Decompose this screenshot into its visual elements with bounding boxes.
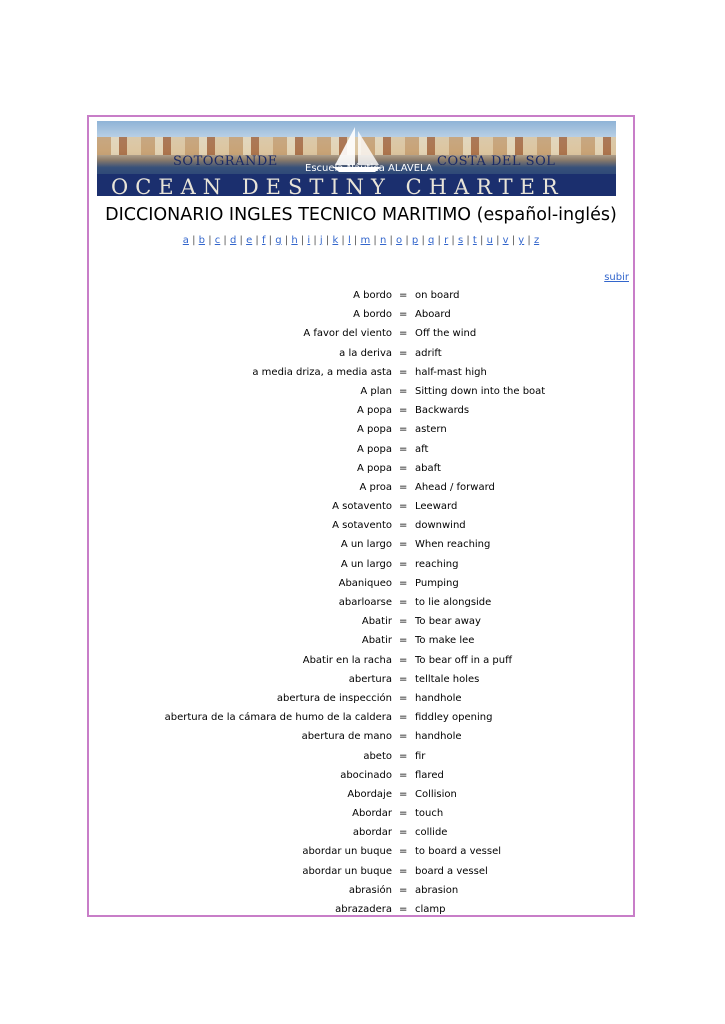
- banner-left-text: SOTOGRANDE: [173, 154, 278, 169]
- english-term: clamp: [415, 904, 446, 915]
- equals-sign: =: [399, 597, 408, 608]
- dictionary-row: [89, 885, 633, 904]
- alphabet-link-i[interactable]: i: [307, 235, 311, 246]
- english-term: fir: [415, 750, 426, 762]
- alphabet-separator: |: [265, 235, 276, 246]
- equals-sign: =: [399, 481, 408, 493]
- spanish-term: A un largo: [340, 539, 392, 551]
- dictionary-row: [89, 827, 633, 846]
- alphabet-link-a[interactable]: a: [182, 235, 189, 246]
- alphabet-separator: |: [252, 235, 262, 246]
- alphabet-separator: |: [476, 235, 487, 246]
- spanish-term: abrazadera: [335, 904, 392, 915]
- equals-sign: =: [399, 673, 408, 685]
- equals-sign: =: [399, 846, 408, 858]
- alphabet-separator: |: [236, 235, 247, 246]
- english-term: Collision: [415, 788, 457, 800]
- english-term: Pumping: [415, 577, 459, 589]
- alphabet-link-j[interactable]: j: [319, 235, 323, 246]
- equals-sign: =: [399, 827, 408, 839]
- equals-sign: =: [399, 539, 408, 551]
- dictionary-row: [89, 405, 633, 424]
- dictionary-row: [89, 655, 633, 674]
- spanish-term: a media driza, a media asta: [252, 366, 392, 378]
- alphabet-index: [89, 235, 633, 246]
- spanish-term: A sotavento: [332, 501, 392, 513]
- alphabet-separator: |: [281, 235, 292, 246]
- spanish-term: abertura de inspección: [276, 692, 392, 704]
- english-term: half-mast high: [415, 366, 487, 378]
- dictionary-row: [89, 386, 633, 405]
- english-term: touch: [415, 808, 444, 820]
- alphabet-separator: |: [524, 235, 534, 246]
- english-term: handhole: [415, 692, 462, 704]
- english-term: Leeward: [415, 501, 458, 513]
- banner-school-text: Escuela Náutica ALAVELA: [305, 163, 433, 174]
- equals-sign: =: [399, 385, 408, 397]
- spanish-term: abeto: [363, 750, 392, 762]
- equals-sign: =: [399, 501, 408, 513]
- alphabet-link-c[interactable]: c: [214, 235, 221, 246]
- english-term: fiddley opening: [415, 712, 493, 724]
- alphabet-link-p[interactable]: p: [411, 235, 419, 246]
- alphabet-link-e[interactable]: e: [246, 235, 253, 246]
- alphabet-separator: |: [434, 235, 445, 246]
- alphabet-separator: |: [297, 235, 308, 246]
- spanish-term: A popa: [357, 462, 392, 474]
- equals-sign: =: [399, 290, 408, 301]
- spanish-term: abocinado: [340, 769, 392, 781]
- banner-brand-text: OCEAN DESTINY CHARTER: [111, 175, 565, 196]
- english-term: Ahead / forward: [415, 481, 495, 493]
- equals-sign: =: [399, 808, 408, 820]
- alphabet-link-v[interactable]: v: [502, 235, 509, 246]
- alphabet-separator: |: [338, 235, 348, 246]
- spanish-term: Abatir en la racha: [302, 654, 392, 666]
- dictionary-row: [89, 290, 633, 309]
- dictionary-row: [89, 520, 633, 539]
- alphabet-link-z[interactable]: z: [533, 235, 540, 246]
- banner-right-text: COSTA DEL SOL: [437, 154, 556, 169]
- english-term: to lie alongside: [415, 597, 492, 608]
- subir-link[interactable]: subir: [604, 272, 629, 283]
- equals-sign: =: [399, 904, 408, 915]
- english-term: telltale holes: [415, 673, 480, 685]
- dictionary-row: [89, 789, 633, 808]
- dictionary-row: [89, 559, 633, 578]
- dictionary-row: [89, 444, 633, 463]
- dictionary-row: [89, 597, 633, 616]
- alphabet-link-h[interactable]: h: [291, 235, 298, 246]
- spanish-term: A popa: [357, 443, 392, 455]
- dictionary-row: [89, 808, 633, 827]
- dictionary-row: [89, 424, 633, 443]
- alphabet-separator: |: [310, 235, 320, 246]
- spanish-term: A proa: [359, 481, 392, 493]
- equals-sign: =: [399, 731, 408, 743]
- spanish-term: abertura de la cámara de humo de la caldera: [164, 712, 392, 724]
- english-term: collide: [415, 827, 448, 839]
- spanish-term: Abatir: [361, 635, 392, 647]
- english-term: Aboard: [415, 309, 451, 321]
- alphabet-separator: |: [322, 235, 333, 246]
- alphabet-separator: |: [402, 235, 412, 246]
- alphabet-separator: |: [463, 235, 473, 246]
- english-term: To make lee: [415, 635, 475, 647]
- equals-sign: =: [399, 405, 408, 417]
- alphabet-link-k[interactable]: k: [332, 235, 339, 246]
- spanish-term: abrasión: [348, 884, 392, 896]
- dictionary-row: [89, 463, 633, 482]
- dictionary-row: [89, 616, 633, 635]
- alphabet-separator: |: [370, 235, 380, 246]
- dictionary-row: [89, 731, 633, 750]
- alphabet-link-g[interactable]: g: [275, 235, 282, 246]
- spanish-term: Abordar: [352, 808, 392, 820]
- alphabet-link-u[interactable]: u: [486, 235, 493, 246]
- english-term: board a vessel: [415, 865, 488, 877]
- alphabet-link-s[interactable]: s: [457, 235, 464, 246]
- dictionary-row: [89, 846, 633, 865]
- spanish-term: abordar un buque: [302, 865, 392, 877]
- english-term: on board: [415, 290, 460, 301]
- english-term: To bear away: [415, 616, 481, 628]
- equals-sign: =: [399, 712, 408, 724]
- dictionary-row: [89, 309, 633, 328]
- page-title: DICCIONARIO INGLES TECNICO MARITIMO (español-inglés): [105, 205, 617, 225]
- english-term: aft: [415, 443, 429, 455]
- english-term: Sitting down into the boat: [415, 385, 546, 397]
- equals-sign: =: [399, 865, 408, 877]
- equals-sign: =: [399, 654, 408, 666]
- equals-sign: =: [399, 462, 408, 474]
- equals-sign: =: [399, 577, 408, 589]
- spanish-term: A plan: [360, 385, 392, 397]
- dictionary-row: [89, 578, 633, 597]
- alphabet-link-b[interactable]: b: [198, 235, 206, 246]
- alphabet-separator: |: [386, 235, 397, 246]
- spanish-term: abertura: [348, 673, 392, 685]
- alphabet-link-d[interactable]: d: [229, 235, 237, 246]
- spanish-term: abertura de mano: [301, 731, 392, 743]
- equals-sign: =: [399, 692, 408, 704]
- dictionary-row: [89, 482, 633, 501]
- dictionary-row: [89, 501, 633, 520]
- alphabet-link-y[interactable]: y: [518, 235, 525, 246]
- alphabet-separator: |: [220, 235, 230, 246]
- alphabet-link-m[interactable]: m: [360, 235, 371, 246]
- equals-sign: =: [399, 788, 408, 800]
- equals-sign: =: [399, 366, 408, 378]
- equals-sign: =: [399, 884, 408, 896]
- alphabet-separator: |: [448, 235, 458, 246]
- dictionary-list: [89, 290, 633, 923]
- english-term: downwind: [415, 520, 466, 532]
- dictionary-row: [89, 751, 633, 770]
- equals-sign: =: [399, 347, 408, 359]
- spanish-term: A popa: [357, 405, 392, 417]
- spanish-term: abordar un buque: [302, 846, 392, 858]
- spanish-term: A bordo: [353, 309, 392, 321]
- equals-sign: =: [399, 769, 408, 781]
- content-frame: [87, 115, 635, 917]
- english-term: abrasion: [415, 884, 459, 896]
- dictionary-row: [89, 635, 633, 654]
- dictionary-row: [89, 367, 633, 386]
- alphabet-link-n[interactable]: n: [379, 235, 387, 246]
- english-term: Off the wind: [415, 328, 477, 340]
- dictionary-row: [89, 712, 633, 731]
- alphabet-link-q[interactable]: q: [428, 235, 435, 246]
- dictionary-row: [89, 539, 633, 558]
- alphabet-link-f[interactable]: f: [261, 235, 266, 246]
- dictionary-row: [89, 693, 633, 712]
- english-term: astern: [415, 424, 447, 436]
- spanish-term: A bordo: [353, 290, 392, 301]
- english-term: reaching: [415, 558, 459, 570]
- equals-sign: =: [399, 309, 408, 321]
- equals-sign: =: [399, 328, 408, 340]
- dictionary-row: [89, 674, 633, 693]
- spanish-term: a la deriva: [339, 347, 392, 359]
- alphabet-link-o[interactable]: o: [396, 235, 403, 246]
- english-term: Backwards: [415, 405, 470, 417]
- spanish-term: abarloarse: [338, 597, 392, 608]
- spanish-term: A sotavento: [332, 520, 392, 532]
- spanish-term: A favor del viento: [303, 328, 392, 340]
- alphabet-separator: |: [350, 235, 361, 246]
- alphabet-separator: |: [205, 235, 215, 246]
- spanish-term: A un largo: [340, 558, 392, 570]
- english-term: flared: [415, 769, 444, 781]
- english-term: handhole: [415, 731, 462, 743]
- spanish-term: abordar: [352, 827, 392, 839]
- alphabet-separator: |: [188, 235, 199, 246]
- alphabet-separator: |: [492, 235, 503, 246]
- equals-sign: =: [399, 558, 408, 570]
- spanish-term: Abatir: [361, 616, 392, 628]
- equals-sign: =: [399, 750, 408, 762]
- dictionary-row: [89, 328, 633, 347]
- english-term: abaft: [415, 462, 441, 474]
- dictionary-row: [89, 770, 633, 789]
- alphabet-link-r[interactable]: r: [444, 235, 449, 246]
- dictionary-row: [89, 348, 633, 367]
- english-term: To bear off in a puff: [415, 654, 512, 666]
- dictionary-row: [89, 904, 633, 923]
- english-term: When reaching: [415, 539, 491, 551]
- dictionary-row: [89, 866, 633, 885]
- english-term: adrift: [415, 347, 442, 359]
- equals-sign: =: [399, 635, 408, 647]
- alphabet-link-l[interactable]: l: [347, 235, 351, 246]
- equals-sign: =: [399, 616, 408, 628]
- spanish-term: A popa: [357, 424, 392, 436]
- equals-sign: =: [399, 520, 408, 532]
- alphabet-separator: |: [508, 235, 519, 246]
- equals-sign: =: [399, 443, 408, 455]
- equals-sign: =: [399, 424, 408, 436]
- spanish-term: Abaniqueo: [338, 577, 392, 589]
- alphabet-separator: |: [418, 235, 428, 246]
- alphabet-link-t[interactable]: t: [472, 235, 477, 246]
- banner-image: [97, 121, 616, 196]
- spanish-term: Abordaje: [347, 788, 392, 800]
- english-term: to board a vessel: [415, 846, 502, 858]
